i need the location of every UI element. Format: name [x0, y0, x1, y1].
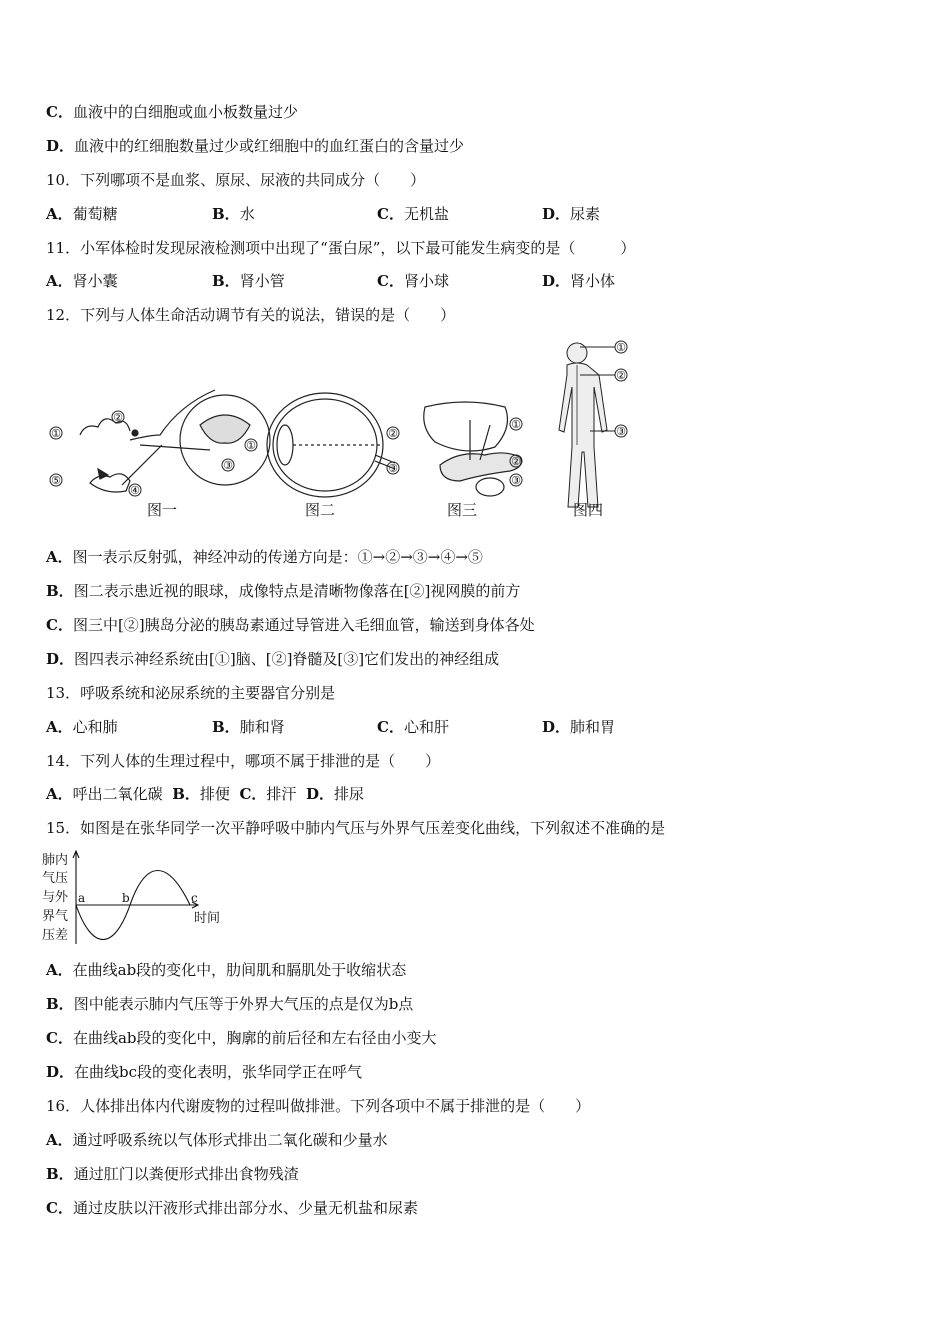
q14-option-b	[172, 785, 230, 803]
figure-2-eyeball	[267, 393, 395, 497]
option-label: D．	[46, 137, 75, 155]
option-label: C．	[46, 616, 73, 634]
option-text: 图二表示患近视的眼球，成像特点是清晰物像落在[②]视网膜的前方	[73, 582, 521, 600]
option-label: C．	[46, 103, 73, 121]
option-text: 在曲线ab段的变化中，肋间肌和膈肌处于收缩状态	[72, 961, 407, 979]
svg-text:③: ③	[388, 462, 398, 475]
svg-text:②: ②	[388, 427, 398, 440]
q9-option-d	[46, 136, 464, 156]
option-label: C．	[377, 205, 404, 223]
x-axis-label: 时间	[194, 911, 221, 926]
q10-stem: 10．下列哪项不是血浆、原尿、尿液的共同成分（ ）	[46, 171, 426, 189]
point-c-label: c	[191, 891, 198, 905]
option-text: 肾小体	[570, 272, 616, 290]
option-label: D．	[46, 650, 75, 668]
option-text: 葡萄糖	[72, 205, 118, 223]
svg-text:①: ①	[616, 341, 626, 354]
y-label-line: 界气	[42, 909, 69, 924]
option-label: B．	[212, 205, 240, 223]
q14-options	[46, 784, 364, 804]
q15-pressure-graph	[40, 848, 240, 950]
option-label: D．	[305, 785, 334, 803]
point-b-label: b	[122, 891, 130, 905]
q15-stem: 15．如图是在张华同学一次平静呼吸中肺内气压与外界气压差变化曲线，下列叙述不准确的是	[46, 819, 666, 837]
q12-option-c	[46, 615, 535, 635]
option-text: 尿素	[570, 205, 601, 223]
option-text: 肺和肾	[239, 718, 285, 736]
option-label: D．	[542, 718, 571, 736]
option-text: 排尿	[333, 785, 364, 803]
q10-option-d	[542, 204, 600, 224]
option-text: 血液中的红细胞数量过少或红细胞中的血红蛋白的含量过少	[74, 137, 465, 155]
marker-3: ③	[223, 459, 233, 472]
option-text: 通过皮肤以汗液形式排出部分水、少量无机盐和尿素	[72, 1199, 418, 1217]
figure-4-caption: 图四	[572, 501, 604, 519]
q13-option-a	[46, 717, 118, 737]
option-label: A．	[46, 1131, 73, 1149]
option-text: 排便	[199, 785, 230, 803]
option-text: 图一表示反射弧，神经冲动的传递方向是：①→②→③→④→⑤	[72, 548, 483, 566]
option-label: A．	[46, 961, 73, 979]
svg-text:③: ③	[511, 474, 521, 487]
figure-2-caption: 图二	[304, 501, 336, 519]
option-label: D．	[542, 272, 571, 290]
q10-option-b	[212, 204, 255, 224]
q14-option-a	[46, 785, 163, 803]
option-label: C．	[239, 785, 267, 803]
option-text: 通过肛门以粪便形式排出食物残渣	[73, 1165, 299, 1183]
q10-option-a	[46, 204, 118, 224]
option-label: A．	[46, 272, 73, 290]
figure-1-caption: 图一	[146, 501, 178, 519]
marker-4: ④	[130, 484, 140, 497]
q16-option-b	[46, 1164, 299, 1184]
option-label: B．	[46, 995, 74, 1013]
option-text: 排汗	[266, 785, 297, 803]
q9-option-c	[46, 102, 298, 122]
figure-4-nervous-system	[559, 343, 607, 507]
marker-1: ①	[51, 427, 61, 440]
option-label: A．	[46, 205, 73, 223]
option-label: C．	[377, 718, 404, 736]
y-label-line: 与外	[42, 890, 69, 905]
q16-option-a	[46, 1130, 388, 1150]
q12-figures	[40, 335, 660, 525]
q15-option-a	[46, 960, 406, 980]
svg-text:①: ①	[511, 418, 521, 431]
q10-option-c	[377, 204, 449, 224]
point-a-label: a	[78, 891, 86, 905]
q13-option-b	[212, 717, 285, 737]
q15-option-c	[46, 1028, 437, 1048]
q12-option-b	[46, 581, 520, 601]
svg-text:③: ③	[616, 425, 626, 438]
q12-option-a	[46, 547, 483, 567]
option-text: 通过呼吸系统以气体形式排出二氧化碳和少量水	[72, 1131, 388, 1149]
option-label: A．	[46, 548, 73, 566]
q12-option-d	[46, 649, 499, 669]
figure-3-digestive-organs	[424, 402, 522, 496]
option-label: B．	[46, 1165, 74, 1183]
q11-stem: 11．小军体检时发现尿液检测项中出现了“蛋白尿”，以下最可能发生病变的是（ ）	[46, 239, 636, 257]
option-label: C．	[46, 1029, 73, 1047]
q11-option-a	[46, 271, 118, 291]
option-label: D．	[46, 1063, 75, 1081]
q11-option-b	[212, 271, 285, 291]
figure-1-reflex-arc	[80, 390, 270, 492]
option-label: B．	[172, 785, 200, 803]
option-label: C．	[46, 1199, 73, 1217]
option-text: 肾小管	[239, 272, 285, 290]
option-text: 肾小囊	[72, 272, 118, 290]
y-label-line: 压差	[42, 928, 69, 943]
option-label: A．	[46, 718, 73, 736]
option-text: 水	[239, 205, 255, 223]
svg-text:①: ①	[246, 439, 256, 452]
option-text: 无机盐	[403, 205, 449, 223]
option-text: 血液中的白细胞或血小板数量过少	[72, 103, 298, 121]
figure-3-markers	[510, 418, 522, 487]
option-text: 肾小球	[403, 272, 449, 290]
q11-option-d	[542, 271, 615, 291]
q13-option-d	[542, 717, 615, 737]
q13-option-c	[377, 717, 449, 737]
q14-stem: 14．下列人体的生理过程中，哪项不属于排泄的是（ ）	[46, 752, 441, 770]
option-text: 在曲线ab段的变化中，胸廓的前后径和左右径由小变大	[72, 1029, 437, 1047]
option-text: 在曲线bc段的变化表明，张华同学正在呼气	[74, 1063, 363, 1081]
q12-stem: 12．下列与人体生命活动调节有关的说法，错误的是（ ）	[46, 306, 456, 324]
option-text: 图四表示神经系统由[①]脑、[②]脊髓及[③]它们发出的神经组成	[74, 650, 500, 668]
q16-option-c	[46, 1198, 418, 1218]
marker-2: ②	[113, 411, 123, 424]
option-label: B．	[212, 718, 240, 736]
figure-3-caption: 图三	[446, 501, 478, 519]
option-label: D．	[542, 205, 571, 223]
marker-5: ⑤	[51, 474, 61, 487]
option-text: 呼出二氧化碳	[72, 785, 163, 803]
option-text: 心和肝	[403, 718, 449, 736]
q15-option-b	[46, 994, 413, 1014]
option-text: 图三中[②]胰岛分泌的胰岛素通过导管进入毛细血管，输送到身体各处	[72, 616, 535, 634]
q16-stem: 16．人体排出体内代谢废物的过程叫做排泄。下列各项中不属于排泄的是（ ）	[46, 1097, 591, 1115]
option-label: A．	[46, 785, 73, 803]
q14-option-c	[239, 785, 296, 803]
y-label-line: 肺内	[42, 853, 69, 868]
option-text: 心和肺	[72, 718, 118, 736]
option-label: C．	[377, 272, 404, 290]
option-label: B．	[46, 582, 74, 600]
q14-option-d	[306, 785, 364, 803]
q11-option-c	[377, 271, 449, 291]
svg-text:②: ②	[616, 369, 626, 382]
option-text: 肺和胃	[570, 718, 616, 736]
option-label: B．	[212, 272, 240, 290]
q15-option-d	[46, 1062, 362, 1082]
y-label-line: 气压	[42, 871, 69, 886]
option-text: 图中能表示肺内气压等于外界大气压的点是仅为b点	[73, 995, 414, 1013]
svg-text:②: ②	[511, 455, 521, 468]
q13-stem: 13．呼吸系统和泌尿系统的主要器官分别是	[46, 684, 336, 702]
